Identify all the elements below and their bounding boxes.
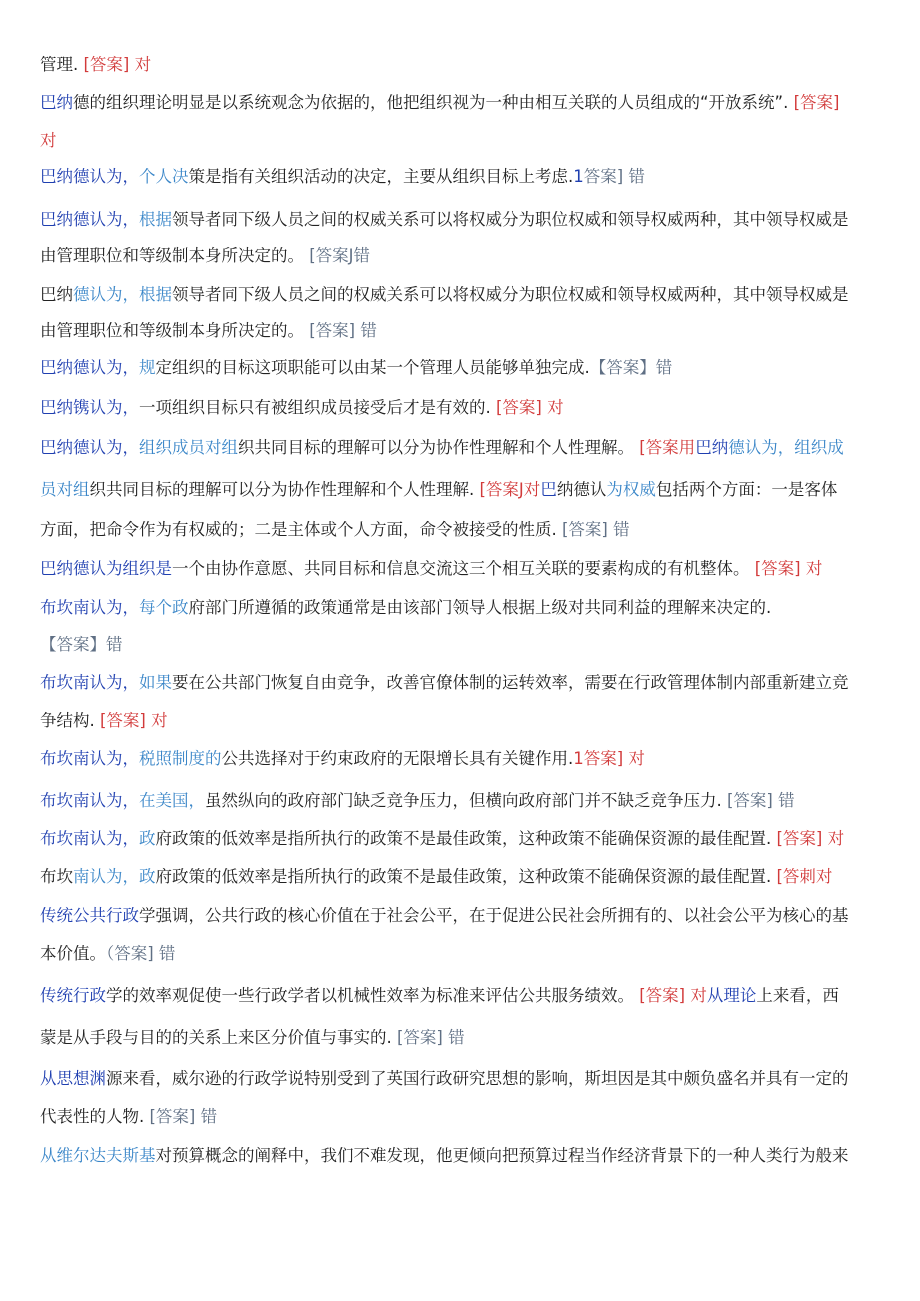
- text-line: [40, 166, 890, 188]
- text-segment: 一项组织目标只有被组织成员接受后才是有效的.: [139, 398, 491, 417]
- text-line: [40, 397, 890, 419]
- text-segment: 府政策的低效率是指所执行的政策不是最佳政策，这种政策不能确保资源的最佳配置.: [155, 867, 772, 886]
- text-segment: 巴纳镌认为，: [40, 398, 139, 417]
- text-segment: 在美国，: [139, 791, 205, 810]
- text-line: [40, 710, 890, 732]
- text-line: [40, 828, 890, 850]
- text-segment: 一个由协作意愿、共同目标和信息交流这三个相互关联的要素构成的有机整体。: [172, 559, 750, 578]
- answer-mark: [答案J错: [304, 246, 371, 265]
- text-segment: 1: [573, 167, 584, 186]
- text-line: [40, 790, 890, 812]
- text-segment: 方面，把命令作为有权威的；二是主体或个人方面，命令被接受的性质.: [40, 520, 557, 539]
- answer-mark: （答案] 错: [106, 944, 176, 963]
- text-line: [40, 905, 890, 927]
- text-line: [40, 597, 890, 619]
- text-segment: 巴纳德认为，: [40, 210, 139, 229]
- text-segment: 从维尔达夫斯基: [40, 1146, 156, 1165]
- text-segment: 根据: [139, 210, 172, 229]
- text-line: [40, 985, 890, 1007]
- text-line: [40, 866, 890, 888]
- text-segment: 源来看，威尔逊的行政学说特别受到了英国行政研究思想的影响，斯坦因是其中颇负盛名并具有一定的: [106, 1069, 849, 1088]
- text-segment: 政: [139, 867, 156, 886]
- answer-mark: 答案] 对: [583, 749, 645, 768]
- text-segment: 公共选择对于约束政府的无限增长具有关键作用.: [221, 749, 574, 768]
- text-segment: 纳德认: [556, 480, 607, 499]
- text-segment: 管理.: [40, 55, 79, 74]
- text-segment: 政: [139, 829, 156, 848]
- text-segment: 本价值。: [40, 944, 106, 963]
- text-segment: 德认为，根据: [73, 285, 172, 304]
- text-line: [40, 479, 890, 501]
- text-segment: 代表性的人物.: [40, 1107, 145, 1126]
- answer-mark: [答案] 对: [78, 55, 152, 74]
- text-segment: 巴纳: [40, 93, 73, 112]
- text-line: [40, 209, 890, 231]
- answer-mark: [答案] 对: [749, 559, 823, 578]
- answer-mark: [答案] 错: [304, 321, 377, 340]
- answer-mark: [答案] 对: [94, 711, 168, 730]
- text-segment: 巴纳德认为，: [40, 438, 139, 457]
- text-segment: 定组织的目标这项职能可以由某一个管理人员能够单独完成.: [155, 358, 590, 377]
- text-segment: 包括两个方面：一是客体: [655, 480, 838, 499]
- text-segment: 组织成员对组: [139, 438, 238, 457]
- answer-mark: [答案] 错: [144, 1107, 218, 1126]
- text-line: [40, 54, 890, 76]
- text-line: [40, 437, 890, 459]
- answer-mark: [答案]: [788, 93, 840, 112]
- text-segment: 巴纳德认为组织是: [40, 559, 172, 578]
- text-line: [40, 1106, 890, 1128]
- text-segment: 策是指有关组织活动的决定，主要从组织目标上考虑.: [188, 167, 574, 186]
- text-segment: 由管理职位和等级制本身所决定的。: [40, 246, 304, 265]
- text-line: [40, 1027, 890, 1049]
- text-segment: 织共同目标的理解可以分为协作性理解和个人性理解.: [89, 480, 475, 499]
- text-line: [40, 943, 890, 965]
- answer-mark: [答案] 错: [721, 791, 795, 810]
- text-segment: 税照制度的: [139, 749, 222, 768]
- answer-mark: [答案用: [634, 438, 696, 457]
- answer-mark: [答案] 对: [634, 986, 707, 1005]
- text-segment: 布坎: [40, 867, 73, 886]
- text-segment: 争结构.: [40, 711, 95, 730]
- text-segment: 个人决: [139, 167, 189, 186]
- text-segment: 为权威: [606, 480, 656, 499]
- text-segment: 蒙是从手段与目的的关系上来区分价值与事实的.: [40, 1028, 392, 1047]
- text-segment: 规: [139, 358, 156, 377]
- text-line: [40, 634, 890, 656]
- text-segment: 布坎南认为，: [40, 598, 139, 617]
- text-segment: 织共同目标的理解可以分为协作性理解和个人性理解。: [238, 438, 634, 457]
- text-segment: 如果: [139, 673, 172, 692]
- text-segment: 传统行政: [40, 986, 106, 1005]
- text-segment: 巴纳德认为，: [40, 167, 139, 186]
- text-line: [40, 245, 890, 267]
- text-segment: 组织成: [794, 438, 844, 457]
- text-line: [40, 519, 890, 541]
- answer-mark: [答案] 错: [391, 1028, 465, 1047]
- text-line: [40, 748, 890, 770]
- text-segment: 要在公共部门恢复自由竞争，改善官僚体制的运转效率，需要在行政管理体制内部重新建立竞: [172, 673, 849, 692]
- text-segment: 虽然纵向的政府部门缺乏竞争压力，但横向政府部门并不缺乏竞争压力.: [205, 791, 722, 810]
- answer-mark: [答刺对: [771, 867, 833, 886]
- text-segment: 巴纳德认为，: [40, 358, 139, 377]
- text-line: [40, 1068, 890, 1090]
- text-segment: 由管理职位和等级制本身所决定的。: [40, 321, 304, 340]
- text-segment: 上来看，西: [756, 986, 839, 1005]
- answer-mark: [答案] 对: [771, 829, 845, 848]
- text-line: [40, 130, 890, 152]
- text-line: [40, 284, 890, 306]
- text-segment: 巴纳: [695, 438, 729, 457]
- text-segment: 德认为，: [728, 438, 795, 457]
- text-segment: 对预算概念的阐释中，我们不难发现，他更倾向把预算过程当作经济背景下的一种人类行为般来: [155, 1146, 849, 1165]
- text-segment: 员对组: [40, 480, 90, 499]
- text-segment: 巴: [540, 480, 557, 499]
- text-line: [40, 320, 890, 342]
- text-line: [40, 1145, 890, 1167]
- answer-mark: [答案] 错: [556, 520, 630, 539]
- answer-mark: 【答案】错: [40, 635, 123, 654]
- text-segment: 布坎南认为，: [40, 749, 139, 768]
- text-segment: 每个政: [139, 598, 189, 617]
- text-segment: 1: [573, 749, 584, 768]
- answer-mark: 【答案】错: [589, 358, 673, 377]
- text-segment: 从思想渊: [40, 1069, 106, 1088]
- text-segment: 府政策的低效率是指所执行的政策不是最佳政策，这种政策不能确保资源的最佳配置.: [155, 829, 772, 848]
- text-segment: 德的组织理论明显是以系统观念为依据的，他把组织视为一种由相互关联的人员组成的“开放系统”.: [73, 93, 789, 112]
- answer-mark: [答案] 对: [490, 398, 564, 417]
- answer-mark: [答案J对: [474, 480, 541, 499]
- text-segment: 南认为，: [73, 867, 139, 886]
- text-line: [40, 357, 890, 379]
- text-segment: 布坎南认为，: [40, 673, 139, 692]
- text-line: [40, 672, 890, 694]
- text-line: [40, 558, 890, 580]
- text-segment: 传统公共行政: [40, 906, 139, 925]
- text-segment: 布坎南认为，: [40, 829, 139, 848]
- text-segment: 巴纳: [40, 285, 73, 304]
- text-line: [40, 92, 890, 114]
- text-segment: 从理论: [706, 986, 757, 1005]
- text-segment: 学的效率观促使一些行政学者以机械性效率为标准来评估公共服务绩效。: [106, 986, 634, 1005]
- text-segment: 学强调，公共行政的核心价值在于社会公平，在于促进公民社会所拥有的、以社会公平为核心的基: [139, 906, 849, 925]
- text-segment: 府部门所遵循的政策通常是由该部门领导人根据上级对共同利益的理解来决定的.: [188, 598, 772, 617]
- text-segment: 领导者同下级人员之间的权威关系可以将权威分为职位权威和领导权威两种，其中领导权威是: [172, 285, 849, 304]
- text-segment: 布坎南认为，: [40, 791, 139, 810]
- answer-mark: 答案] 错: [583, 167, 645, 186]
- text-segment: 对: [40, 131, 57, 150]
- text-segment: 领导者同下级人员之间的权威关系可以将权威分为职位权威和领导权威两种，其中领导权威是: [172, 210, 849, 229]
